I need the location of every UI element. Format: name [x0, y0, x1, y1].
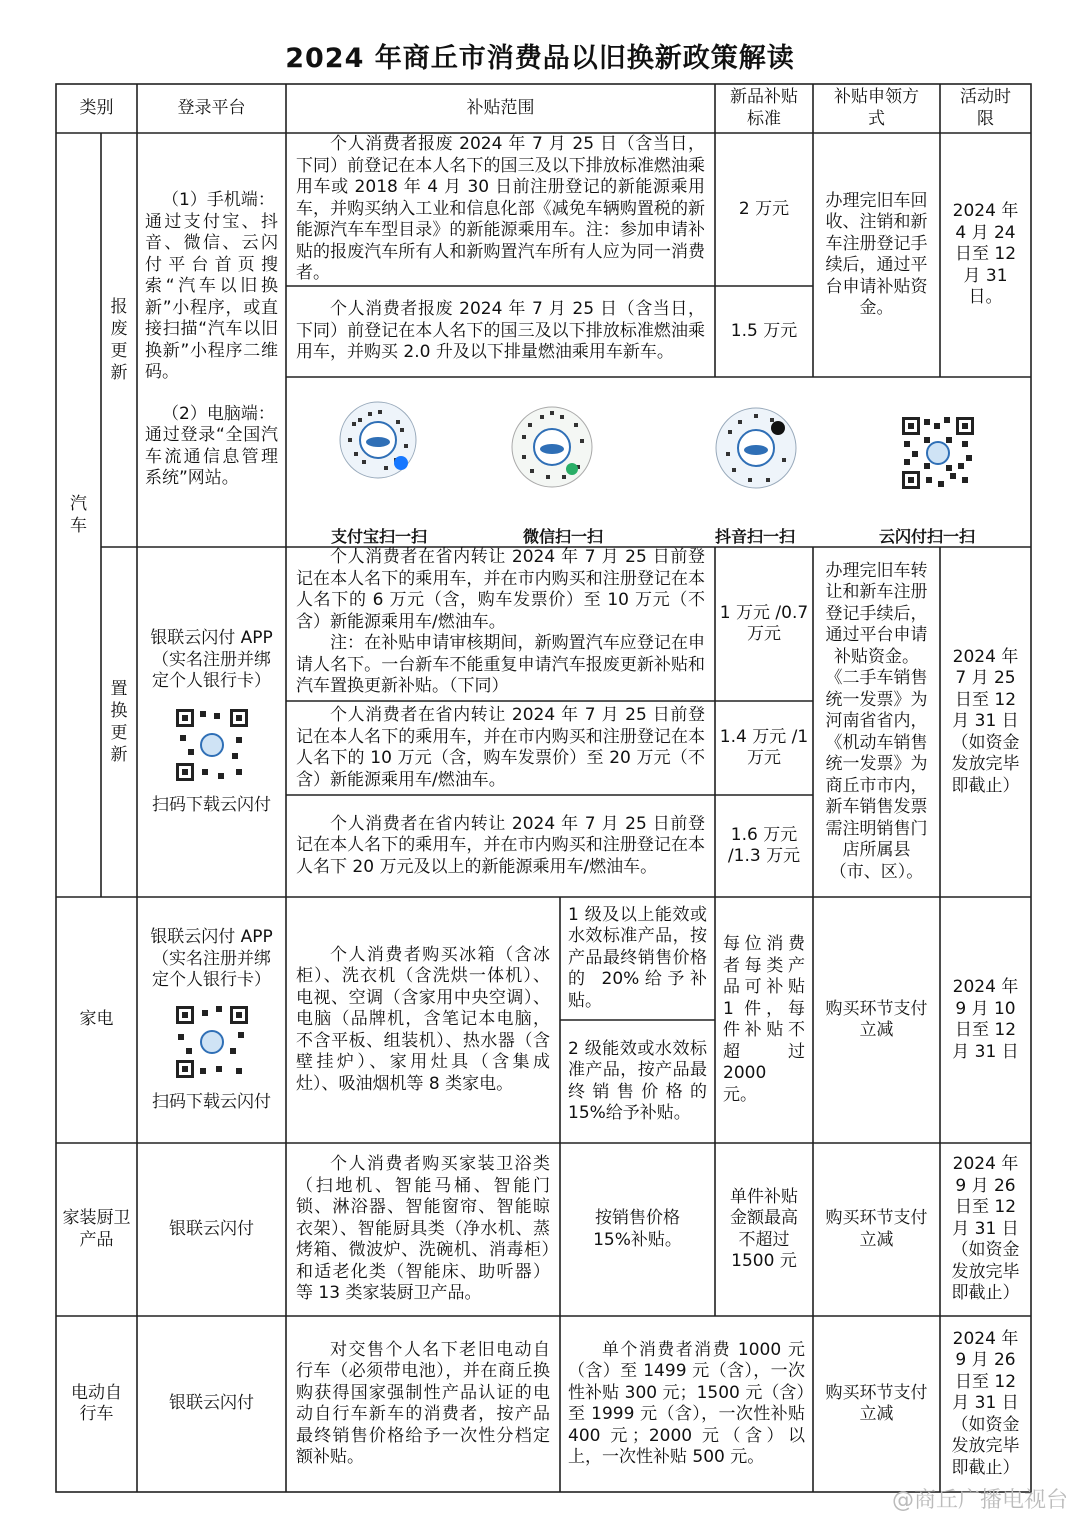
qr-label-alipay: 支付宝扫一扫: [330, 527, 427, 546]
ebike-platform: 银联云闪付: [169, 1393, 254, 1414]
replace-row2-scope: 个人消费者在省内转让 2024 年 7 月 25 日前登记在本人名下的乘用车，并在市内购买和注册登记在本人名下的 10 万元（含，购车发票价）至 20 万元（不含）新能源乘用车/燃油车。: [296, 705, 705, 790]
watermark-text: @商丘广播电视台: [891, 1488, 1068, 1513]
qr-label-douyin: 抖音扫一扫: [714, 527, 795, 546]
ebike-method: 购买环节支付立减: [825, 1382, 928, 1424]
replace-row1-scope: 个人消费者在省内转让 2024 年 7 月 25 日前登记在本人名下的乘用车，并在市内购买和注册登记在本人名下的 6 万元（含，购车发票价）至 10 万元（不含）新能源乘用车/燃油车。 注：在补贴申请审核期间，新购置汽车应登记在申请人名下。一台新车不能重复申请汽车报废更新补贴和汽车置换更新补贴。（下同）: [296, 547, 705, 696]
qr-label-unionpay: 云闪付扫一扫: [878, 527, 975, 546]
replace-platform-qr-caption: 扫码下载云闪付: [152, 794, 271, 815]
category-car-label: 汽车: [70, 494, 87, 536]
appliance-tier2: 2 级能效或水效标准产品，按产品最终销售价格的 15%给予补贴。: [568, 1038, 707, 1123]
home-standard: 单件补贴金额最高不超过 1500 元: [730, 1186, 798, 1271]
category-home: 家装厨卫产品: [62, 1208, 131, 1250]
header-category: 类别: [79, 97, 114, 118]
category-appliance: 家电: [79, 1009, 114, 1030]
scrap-platform-mobile-head: （1）手机端：: [162, 190, 275, 211]
home-method: 购买环节支付立减: [825, 1208, 928, 1250]
scrap-platform-pc-head: （2）电脑端：: [162, 403, 275, 424]
replace-row3-scope: 个人消费者在省内转让 2024 年 7 月 25 日前登记在本人名下的乘用车，并在市内购买和注册登记在本人名下 20 万元及以上的新能源乘用车/燃油车。: [296, 813, 705, 877]
home-platform: 银联云闪付: [169, 1218, 254, 1239]
replace-row1-note: 注：在补贴申请审核期间，新购置汽车应登记在申请人名下。一台新车不能重复申请汽车报废更新补贴和汽车置换更新补贴。（下同）: [296, 633, 705, 696]
scrap-period: 2024 年 4 月 24 日至 12 月 31 日。: [952, 201, 1019, 308]
ebike-period: 2024 年 9 月 26 日至 12 月 31 日（如资金发放完毕即截止）: [951, 1328, 1020, 1478]
appliance-platform-text: 银联云闪付 APP（实名注册并绑定个人银行卡）: [150, 927, 273, 990]
replace-period: 2024 年 7 月 25 日至 12 月 31 日（如资金发放完毕即截止）: [951, 646, 1020, 796]
appliance-platform-qr-caption: 扫码下载云闪付: [152, 1091, 271, 1112]
home-period: 2024 年 9 月 26 日至 12 月 31 日（如资金发放完毕即截止）: [951, 1154, 1020, 1304]
scrap-platform-pc: 通过登录“全国汽车流通信息管理系统”网站。: [145, 425, 278, 489]
ebike-scope: 对交售个人名下老旧电动自行车（必须带电池），并在商丘换购获得国家强制性产品认证的电动自行车新车的消费者，按产品最终销售价格给予一次性分档定额补贴。: [296, 1339, 550, 1467]
scrap-row2-scope: 个人消费者报废 2024 年 7 月 25 日（含当日，下同）前登记在本人名下的国三及以下排放标准燃油乘用车，并购买 2.0 升及以下排量燃油乘用车新车。: [296, 299, 705, 363]
ebike-standard: 单个消费者消费 1000 元（含）至 1499 元（含），一次性补贴 300 元；1500 元（含）至 1999 元（含），一次性补贴 400 元；2000 元（含）以上，一次性补贴 500 元。: [568, 1339, 805, 1467]
appliance-unionpay-qr-icon[interactable]: [174, 1004, 250, 1080]
alipay-qr-icon[interactable]: [338, 400, 418, 480]
category-ebike: 电动自行车: [71, 1382, 122, 1424]
replace-row1-standard: 1 万元 /0.7 万元: [719, 602, 809, 644]
subcategory-scrap: [101, 133, 137, 547]
scrap-platform: [137, 133, 286, 547]
subcategory-replace: [101, 547, 137, 897]
subcategory-scrap-label: 报废更新: [110, 297, 128, 383]
header-method: 补贴申领方式: [834, 87, 919, 129]
appliance-method: 购买环节支付立减: [825, 998, 928, 1040]
wechat-qr-icon[interactable]: [510, 405, 594, 489]
unionpay-download-qr-icon[interactable]: [174, 707, 250, 783]
header-period: 活动时限: [960, 87, 1011, 129]
scrap-row1-scope: 个人消费者报废 2024 年 7 月 25 日（含当日，下同）前登记在本人名下的国三及以下排放标准燃油乘用车或 2018 年 4 月 30 日前注册登记的新能源乘用车，并购买纳入工业和信息化部《减免车辆购置税的新能源汽车车型目录》的新能源乘用车。注：参加申请补贴的报废汽车所有人和新购置汽车所有人应为同一消费者。: [296, 134, 705, 284]
home-scope: 个人消费者购买家装卫浴类（扫地机、智能马桶、智能门锁、淋浴器、智能窗帘、智能晾衣架）、智能厨具类（净水机、蒸烤箱、微波炉、洗碗机、消毒柜）和适老化类（智能床、助听器）等 13 类家装厨卫产品。: [296, 1154, 550, 1304]
header-scope: 补贴范围: [466, 97, 535, 118]
replace-platform: [137, 547, 286, 897]
unionpay-qr-icon[interactable]: [900, 415, 976, 491]
subcategory-replace-label: 置换更新: [110, 679, 128, 765]
replace-row2-standard: 1.4 万元 /1 万元: [719, 726, 809, 768]
header-standard: 新品补贴标准: [730, 87, 798, 129]
appliance-scope: 个人消费者购买冰箱（含冰柜）、洗衣机（含洗烘一体机）、电视、空调（含家用中央空调）、电脑（品牌机，含笔记本电脑，不含平板、组装机）、热水器（含壁挂炉）、家用灶具（含集成灶）、吸油烟机等 8 类家电。: [296, 944, 550, 1094]
replace-method: 办理完旧车转让和新车注册登记手续后，通过平台申请补贴资金。《二手车销售统一发票》为河南省省内，《机动车销售统一发票》为商丘市市内，新车销售发票需注明销售门店所属县（市、区）。: [825, 560, 928, 882]
qr-label-wechat: 微信扫一扫: [522, 527, 603, 546]
home-ratio: 按销售价格 15%补贴。: [593, 1208, 682, 1250]
appliance-period: 2024 年 9 月 10 日至 12 月 31 日: [952, 977, 1019, 1062]
replace-platform-text: 银联云闪付 APP（实名注册并绑定个人银行卡）: [150, 628, 273, 691]
appliance-standard: 每位消费者每类产品可补贴 1 件，每件补贴不超过 2000 元。: [723, 934, 805, 1105]
douyin-qr-icon[interactable]: [714, 406, 798, 490]
replace-row3-standard: 1.6 万元 /1.3 万元: [727, 824, 801, 866]
appliance-platform: [137, 897, 286, 1143]
category-car: [56, 133, 101, 897]
header-platform: 登录平台: [177, 97, 246, 118]
scrap-method: 办理完旧车回收、注销和新车注册登记手续后，通过平台申请补贴资金。: [825, 190, 928, 318]
appliance-tier1: 1 级及以上能效或水效标准产品，按产品最终销售价格的 20%给予补贴。: [568, 904, 707, 1011]
scrap-row1-standard: 2 万元: [738, 198, 790, 219]
page-title: 2024 年商丘市消费品以旧换新政策解读: [285, 43, 795, 74]
scrap-row2-standard: 1.5 万元: [730, 320, 798, 341]
scrap-platform-mobile: 通过支付宝、抖音、微信、云闪付平台首页搜索“汽车以旧换新”小程序，或直接扫描“汽车以旧换新”小程序二维码。: [145, 211, 278, 383]
